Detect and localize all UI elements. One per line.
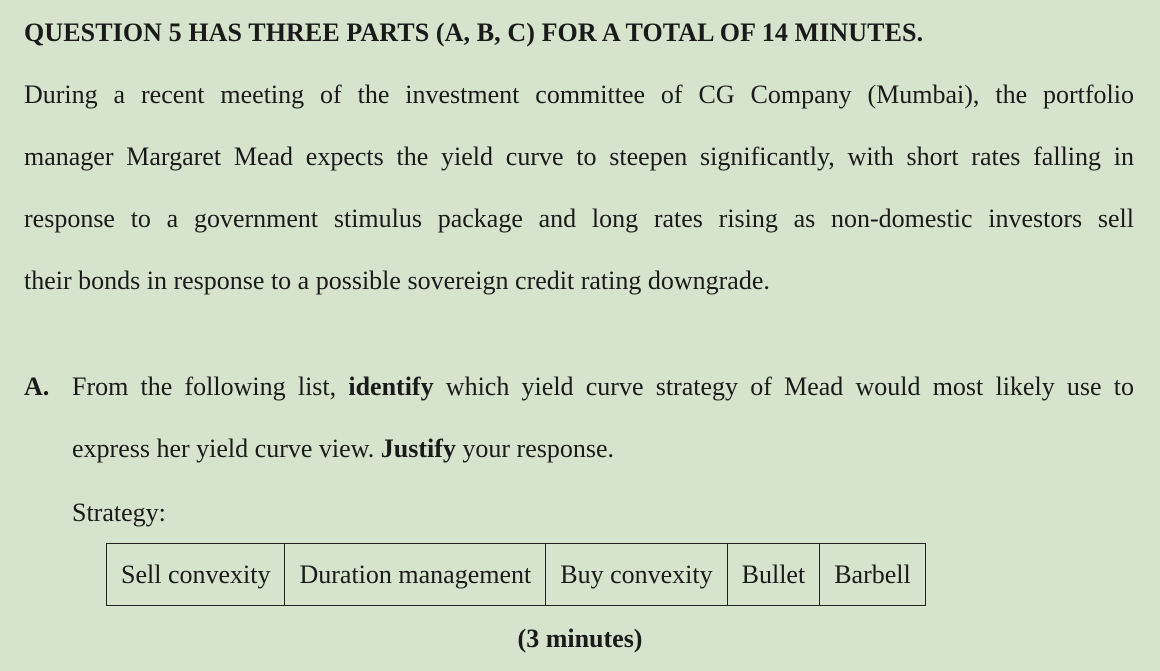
intro-line-2: manager Margaret Mead expects the yield curve to steepen significantly, with short rates falling in [24, 142, 1134, 171]
part-a-line-2 [72, 434, 1134, 464]
intro-line-3: response to a government stimulus package and long rates rising as non-domestic investors sell [24, 204, 1134, 233]
strategy-cell-buy-convexity: Buy convexity [546, 544, 727, 606]
strategy-cell-bullet: Bullet [727, 544, 820, 606]
part-a-label: A. [24, 372, 50, 401]
part-a-line-1-after: which yield curve strategy of Mead would most likely use to [433, 372, 1135, 401]
part-a-line-1 [72, 372, 1134, 402]
strategy-cell-sell-convexity: Sell convexity [107, 544, 285, 606]
part-a-minutes: (3 minutes) [517, 624, 643, 653]
strategy-cell-duration-management: Duration management [285, 544, 546, 606]
part-a-identify-keyword: identify [348, 372, 434, 401]
intro-line-1: During a recent meeting of the investment committee of CG Company (Mumbai), the portfolio [24, 80, 1134, 109]
strategy-row [107, 544, 926, 606]
strategy-table [106, 543, 926, 606]
intro-line-4: their bonds in response to a possible sovereign credit rating downgrade. [24, 266, 770, 295]
part-a-line-1-before: From the following list, [72, 372, 349, 401]
part-a-line-2-after: your response. [455, 434, 615, 463]
strategy-label: Strategy: [72, 498, 166, 527]
question-heading: QUESTION 5 HAS THREE PARTS (A, B, C) FOR A TOTAL OF 14 MINUTES. [24, 18, 924, 47]
strategy-cell-barbell: Barbell [820, 544, 926, 606]
part-a-line-2-before: express her yield curve view. [72, 434, 381, 463]
part-a-justify-keyword: Justify [380, 434, 456, 463]
